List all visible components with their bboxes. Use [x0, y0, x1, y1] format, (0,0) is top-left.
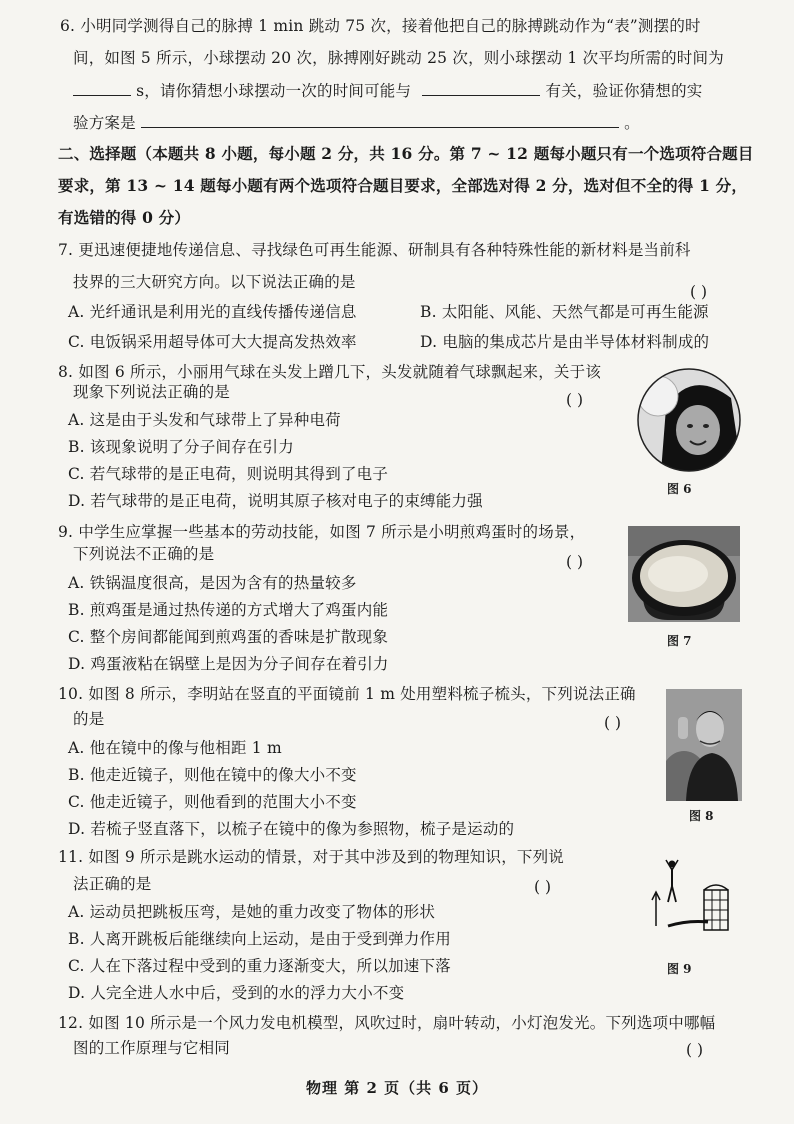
q6-line-4 [73, 112, 640, 133]
q6-line-4-text-a: 验方案是 [73, 114, 136, 132]
q6-line-1: 6. 小明同学测得自己的脉搏 1 min 跳动 75 次，接着他把自己的脉搏跳动作为“表”测摆的时 [60, 17, 701, 35]
q6-line-3-text-b: 有关，验证你猜想的实 [545, 82, 703, 100]
q9-option-b[interactable]: B. 煎鸡蛋是通过热传递的方式增大了鸡蛋内能 [68, 601, 389, 619]
q12-answer-paren[interactable]: ( ) [686, 1041, 704, 1059]
figure-6-image [636, 368, 742, 472]
figure-7-image [628, 526, 740, 622]
q6-line-3-text-a: s，请你猜想小球摆动一次的时间可能与 [136, 82, 412, 100]
q11-option-b[interactable]: B. 人离开跳板后能继续向上运动，是由于受到弹力作用 [68, 930, 451, 948]
q11-stem-2: 法正确的是 [73, 875, 152, 893]
figure-9-image [638, 856, 732, 952]
q8-option-a[interactable]: A. 这是由于头发和气球带上了异种电荷 [68, 411, 341, 429]
q10-option-a[interactable]: A. 他在镜中的像与他相距 1 m [68, 739, 282, 757]
q11-answer-paren[interactable]: ( ) [534, 878, 552, 896]
q8-stem-2: 现象下列说法正确的是 [73, 383, 231, 401]
q9-option-a[interactable]: A. 铁锅温度很高，是因为含有的热量较多 [68, 574, 357, 592]
q11-option-d[interactable]: D. 人完全进人水中后，受到的水的浮力大小不变 [68, 984, 405, 1002]
q9-stem-2: 下列说法不正确的是 [73, 545, 215, 563]
q10-option-b[interactable]: B. 他走近镜子，则他在镜中的像大小不变 [68, 766, 357, 784]
q7-option-c[interactable]: C. 电饭锅采用超导体可大大提高发热效率 [68, 333, 357, 351]
q11-option-a[interactable]: A. 运动员把跳板压弯，是她的重力改变了物体的形状 [68, 903, 436, 921]
q6-answer-blank-1[interactable] [73, 80, 131, 96]
q7-stem-1: 7. 更迅速便捷地传递信息、寻找绿色可再生能源、研制具有各种特殊性能的新材料是当前科 [58, 241, 691, 259]
q12-stem-1: 12. 如图 10 所示是一个风力发电机模型，风吹过时，扇叶转动，小灯泡发光。下列选项中哪幅 [58, 1014, 716, 1032]
q7-option-a[interactable]: A. 光纤通讯是利用光的直线传播传递信息 [68, 303, 357, 321]
q7-option-b[interactable]: B. 太阳能、风能、天然气都是可再生能源 [420, 303, 709, 321]
section2-line-3: 有选错的得 0 分） [58, 208, 191, 227]
q9-stem-1: 9. 中学生应掌握一些基本的劳动技能，如图 7 所示是小明煎鸡蛋时的场景， [58, 523, 586, 541]
figure-9-caption: 图 9 [667, 962, 692, 976]
figure-6-caption: 图 6 [667, 482, 692, 496]
q11-stem-1: 11. 如图 9 所示是跳水运动的情景，对于其中涉及到的物理知识，下列说 [58, 848, 564, 866]
q6-line-4-text-b: 。 [624, 114, 640, 132]
q6-answer-blank-2[interactable] [422, 80, 540, 96]
q6-line-2: 间，如图 5 所示，小球摆动 20 次，脉搏刚好跳动 25 次，则小球摆动 1 次平均所需的时间为 [73, 49, 724, 67]
q7-answer-paren[interactable]: ( ) [690, 283, 708, 301]
q10-option-c[interactable]: C. 他走近镜子，则他看到的范围大小不变 [68, 793, 357, 811]
q7-stem-2: 技界的三大研究方向。以下说法正确的是 [73, 273, 356, 291]
q8-answer-paren[interactable]: ( ) [566, 391, 584, 409]
page-footer: 物理 第 2 页（共 6 页） [306, 1079, 488, 1097]
q8-stem-1: 8. 如图 6 所示，小丽用气球在头发上蹭几下，头发就随着气球飘起来，关于该 [58, 363, 602, 381]
q6-line-3 [73, 80, 703, 101]
figure-8-caption: 图 8 [689, 809, 714, 823]
q9-answer-paren[interactable]: ( ) [566, 553, 584, 571]
q9-option-c[interactable]: C. 整个房间都能闻到煎鸡蛋的香味是扩散现象 [68, 628, 389, 646]
q10-option-d[interactable]: D. 若梳子竖直落下，以梳子在镜中的像为参照物，梳子是运动的 [68, 820, 515, 838]
section2-line-2: 要求，第 13 ~ 14 题每小题有两个选项符合题目要求，全部选对得 2 分，选对但不全的得 1 分， [58, 176, 748, 195]
figure-7-caption: 图 7 [667, 634, 692, 648]
q8-option-c[interactable]: C. 若气球带的是正电荷，则说明其得到了电子 [68, 465, 389, 483]
q8-option-d[interactable]: D. 若气球带的是正电荷，说明其原子核对电子的束缚能力强 [68, 492, 483, 510]
section2-line-1: 二、选择题（本题共 8 小题，每小题 2 分，共 16 分。第 7 ~ 12 题每小题只有一个选项符合题目 [58, 144, 754, 163]
q8-option-b[interactable]: B. 该现象说明了分子间存在引力 [68, 438, 294, 456]
q11-option-c[interactable]: C. 人在下落过程中受到的重力逐渐变大，所以加速下落 [68, 957, 451, 975]
figure-8-image [666, 689, 742, 801]
q9-option-d[interactable]: D. 鸡蛋液粘在锅壁上是因为分子间存在着引力 [68, 655, 389, 673]
q7-option-d[interactable]: D. 电脑的集成芯片是由半导体材料制成的 [420, 333, 710, 351]
q10-answer-paren[interactable]: ( ) [604, 714, 622, 732]
q10-stem-1: 10. 如图 8 所示，李明站在竖直的平面镜前 1 m 处用塑料梳子梳头，下列说法正确 [58, 685, 636, 703]
q10-stem-2: 的是 [73, 710, 105, 728]
q12-stem-2: 图的工作原理与它相同 [73, 1039, 231, 1057]
q6-answer-blank-3[interactable] [141, 112, 619, 128]
